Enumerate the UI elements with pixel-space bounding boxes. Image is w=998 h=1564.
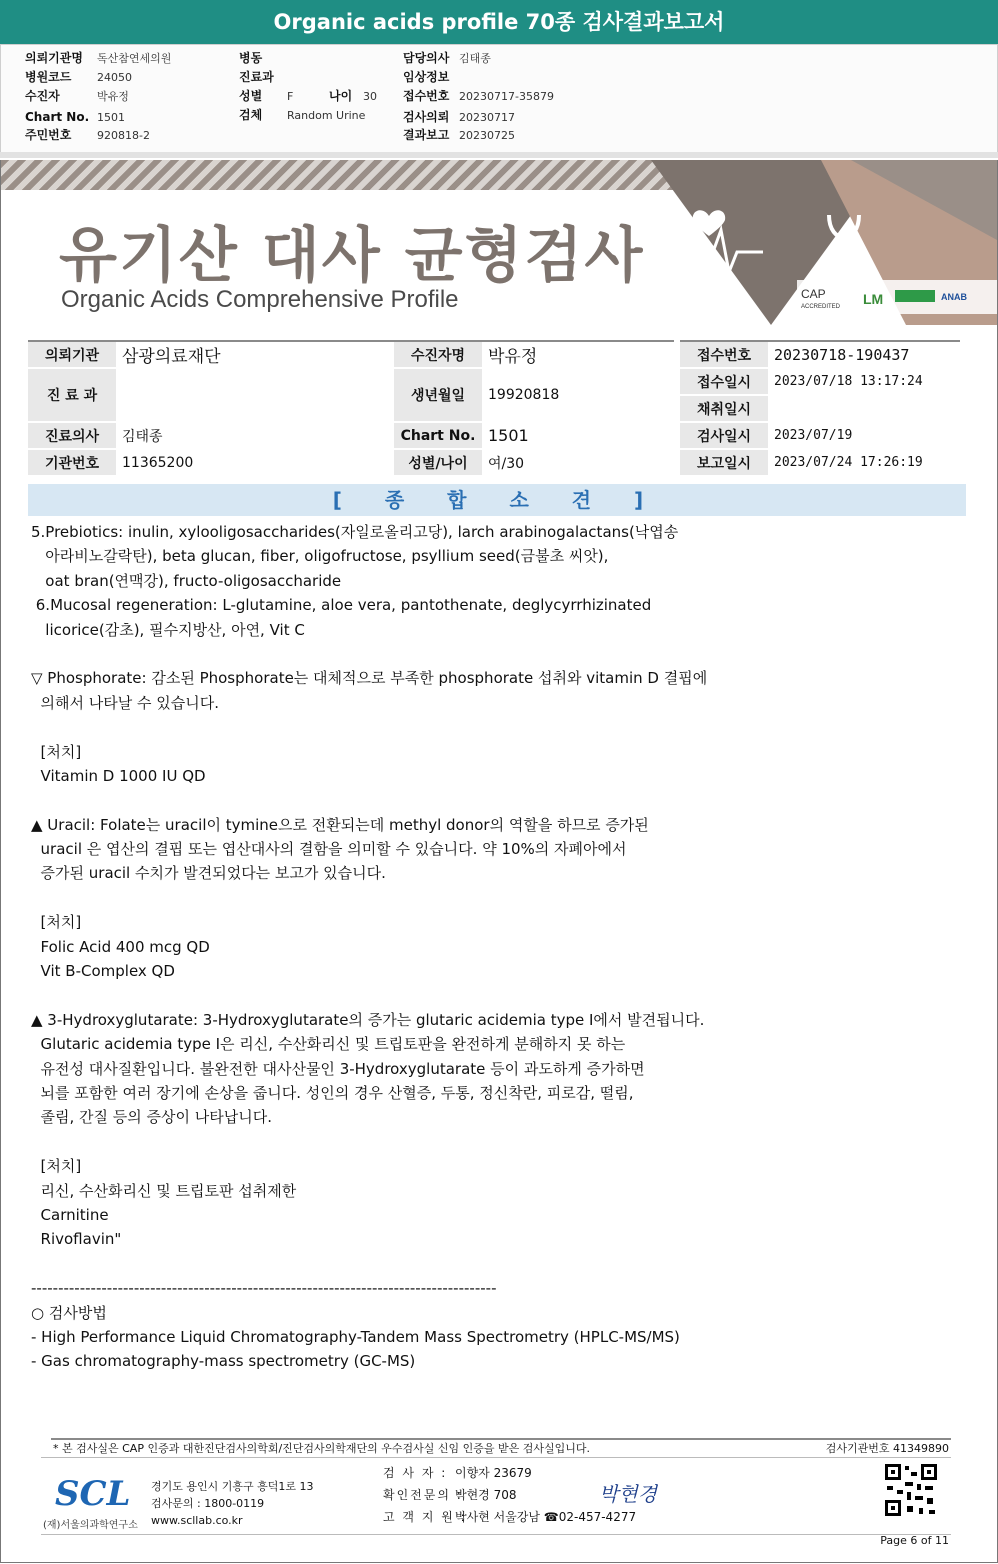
cell-label: 생년월일 [394,368,482,422]
lab-address: 경기도 용인시 기흥구 흥덕1로 13 [151,1480,314,1493]
field-label: Chart No. [25,110,90,124]
report-title: Organic acids profile 70종 검사결과보고서 [273,10,725,34]
summary-line: 뇌를 포함한 여러 장기에 손상을 줍니다. 성인의 경우 산혈증, 두통, 정신착란, 피로감, 떨림, [31,1083,634,1102]
field-value: 20230717-35879 [459,90,554,103]
cell-label: 수진자명 [394,341,482,368]
summary-line [31,886,971,910]
page-number: Page 6 of 11 [880,1534,949,1547]
signature: 박현경 [599,1482,657,1506]
field-label: 병동 [239,51,263,65]
summary-line [31,1130,971,1154]
staff-role: 확인전문의 : [383,1488,463,1502]
field-value: 24050 [97,71,132,84]
cell-value [116,368,394,422]
summary-line: 증가된 uracil 수치가 발견되었다는 보고가 있습니다. [31,864,386,883]
report-title-korean: 유기산 대사 균형검사 [59,221,645,291]
summary-line [31,642,971,666]
summary-line: 졸림, 간질 등의 증상이 나타납니다. [31,1108,273,1127]
summary-line: 6.Mucosal regeneration: L-glutamine, aloe vera, pantothenate, deglycyrrhizinated [31,596,652,615]
summary-line: - High Performance Liquid Chromatography-Tandem Mass Spectrometry (HPLC-MS/MS) [31,1327,680,1346]
report-page [0,160,998,1563]
cell-label: 채취일시 [677,395,768,422]
cell-value: 11365200 [116,449,394,476]
summary-line [31,983,971,1007]
summary-line: [처치] [31,913,82,932]
cell-label: 성별/나이 [394,449,482,476]
field-value: 박유정 [97,90,129,103]
cell-value: 20230718-190437 [768,341,960,368]
staff-name: 이향자 23679 [455,1466,532,1480]
summary-line: 의해서 나타날 수 있습니다. [31,693,219,712]
lab-website[interactable]: www.scllab.co.kr [151,1514,243,1527]
summary-line: oat bran(연맥강), fructo-oligosaccharide [31,571,342,590]
summary-line: Glutaric acidemia type I은 리신, 수산화리신 및 트립토판을 완전하게 분해하지 못 하는 [31,1035,626,1054]
summary-line: Rivoflavin" [31,1230,122,1249]
summary-line: ○ 검사방법 [31,1303,107,1322]
field-label: 임상정보 [403,70,450,84]
lab-contact [151,1478,314,1529]
cert-logo-cap: CAP [801,287,826,301]
summary-line: [처치] [31,1157,82,1176]
field-label: 주민번호 [25,128,72,142]
summary-line: [처치] [31,742,82,761]
summary-line [31,715,971,739]
cell-value: 2023/07/24 17:26:19 [768,449,960,476]
summary-line: Vitamin D 1000 IU QD [31,766,206,785]
summary-line: 5.Prebiotics: inulin, xylooligosaccharides(자일로올리고당), larch arabinogalactans(낙엽송 [31,523,679,541]
qr-code-icon [883,1462,939,1518]
summary-header: [ 종 합 소 견 ] [28,484,966,516]
cell-value: 2023/07/18 13:17:24 [768,368,960,395]
field-label: 접수번호 [403,89,450,103]
cell-value: 여/30 [482,449,677,476]
field-label: 성별 [239,89,263,103]
patient-row [28,341,960,368]
summary-line: ▲ 3-Hydroxyglutarate: 3-Hydroxyglutarate의 증가는 glutaric acidemia type I에서 발견됩니다. [31,1010,705,1029]
cell-label: 접수번호 [677,341,768,368]
field-label: 수진자 [25,89,60,103]
summary-line: licorice(감초), 필수지방산, 아연, Vit C [31,620,305,639]
cell-label: 보고일시 [677,449,768,476]
staff-name: 박현경 708 [455,1488,517,1502]
lab-footer [41,1457,951,1535]
summary-line: Folic Acid 400 mcg QD [31,937,210,956]
field-value: 20230717 [459,111,515,124]
field-label: 결과보고 [403,128,450,142]
field-label: 검체 [239,108,263,122]
summary-line: ▽ Phosphorate: 감소된 Phosphorate는 대체적으로 부족한 phosphorate 섭취와 vitamin D 결핍에 [31,669,708,688]
summary-line [31,788,971,812]
staff-role: 검 사 자 : [383,1466,448,1480]
cert-logo-anab: ANAB [941,292,967,302]
cell-value: 삼광의료재단 [116,341,394,368]
patient-row [28,422,960,449]
certification-note: * 본 검사실은 CAP 인증과 대한진단검사의학회/진단검사의학재단의 우수검사실 신임 인증을 받은 검사실입니다. [53,1442,591,1455]
field-value: 독산참연세의원 [97,52,172,65]
summary-line: -------------------------------------------------------------------------------------- [31,1279,497,1298]
patient-row [28,449,960,476]
summary-line: 리신, 수산화리신 및 트립토판 섭취제한 [31,1181,297,1200]
cell-label: 의뢰기관 [28,341,116,368]
field-value: 1501 [97,111,125,124]
lab-name: (재)서울의과학연구소 [43,1520,138,1531]
summary-text [31,520,971,1374]
institution-code: 검사기관번호 41349890 [825,1442,949,1455]
summary-line: ▲ Uracil: Folate는 uracil이 tymine으로 전환되는데 methyl donor의 역할을 하므로 증가된 [31,815,649,834]
cell-label: Chart No. [394,422,482,449]
field-value: 30 [363,90,377,103]
lab-inquiry: 검사문의 : 1800-0119 [151,1497,265,1510]
cert-logo-green [895,290,935,302]
summary-line: 아라비노갈락탄), beta glucan, fiber, oligofructose, psyllium seed(금불초 씨앗), [31,547,609,566]
field-value: 김태종 [459,52,491,65]
field-label: 나이 [329,89,353,103]
field-value: 920818-2 [97,129,150,142]
field-label: 검사의뢰 [403,110,450,124]
cell-value [768,395,960,422]
summary-line: - Gas chromatography-mass spectrometry (GC-MS) [31,1352,416,1371]
cell-label: 검사일시 [677,422,768,449]
staff-name: 박사현 서울강남 ☎02-457-4277 [455,1510,637,1524]
summary-line: Vit B-Complex QD [31,962,175,981]
field-value: 20230725 [459,129,515,142]
cell-value: 2023/07/19 [768,422,960,449]
header-decoration [651,160,997,330]
cell-label: 진 료 과 [28,368,116,422]
cell-label: 기관번호 [28,449,116,476]
field-value: F [287,90,294,103]
field-label: 병원코드 [25,70,72,84]
cell-value: 김태종 [116,422,394,449]
patient-info-table [28,340,960,477]
field-value: Random Urine [287,109,366,122]
divider [0,152,998,158]
summary-line: uracil 은 엽산의 결핍 또는 엽산대사의 결함을 의미할 수 있습니다. 약 10%의 자폐아에서 [31,840,627,859]
cell-label: 접수일시 [677,368,768,395]
field-label: 의뢰기관명 [25,51,83,65]
field-label: 진료과 [239,70,274,84]
summary-line: 유전성 대사질환입니다. 불완전한 대사산물인 3-Hydroxyglutarate 등이 과도하게 증가하면 [31,1059,645,1078]
summary-line: Carnitine [31,1205,109,1224]
cert-logo-lm: LM [863,291,884,307]
summary-line [31,1252,971,1276]
cell-value: 박유정 [482,341,677,368]
cell-value: 1501 [482,422,677,449]
cell-value: 19920818 [482,368,677,422]
cell-label: 진료의사 [28,422,116,449]
staff-row [383,1506,636,1528]
patient-row [28,368,960,395]
cert-logo-accredited: ACCREDITED [801,304,841,310]
field-label: 담당의사 [403,51,450,65]
scl-logo: SCL [55,1474,131,1514]
report-title-bar [0,0,998,44]
header-info-panel [0,44,998,154]
staff-role: 고 객 지 원 : [383,1510,467,1524]
report-title-english: Organic Acids Comprehensive Profile [61,286,459,313]
